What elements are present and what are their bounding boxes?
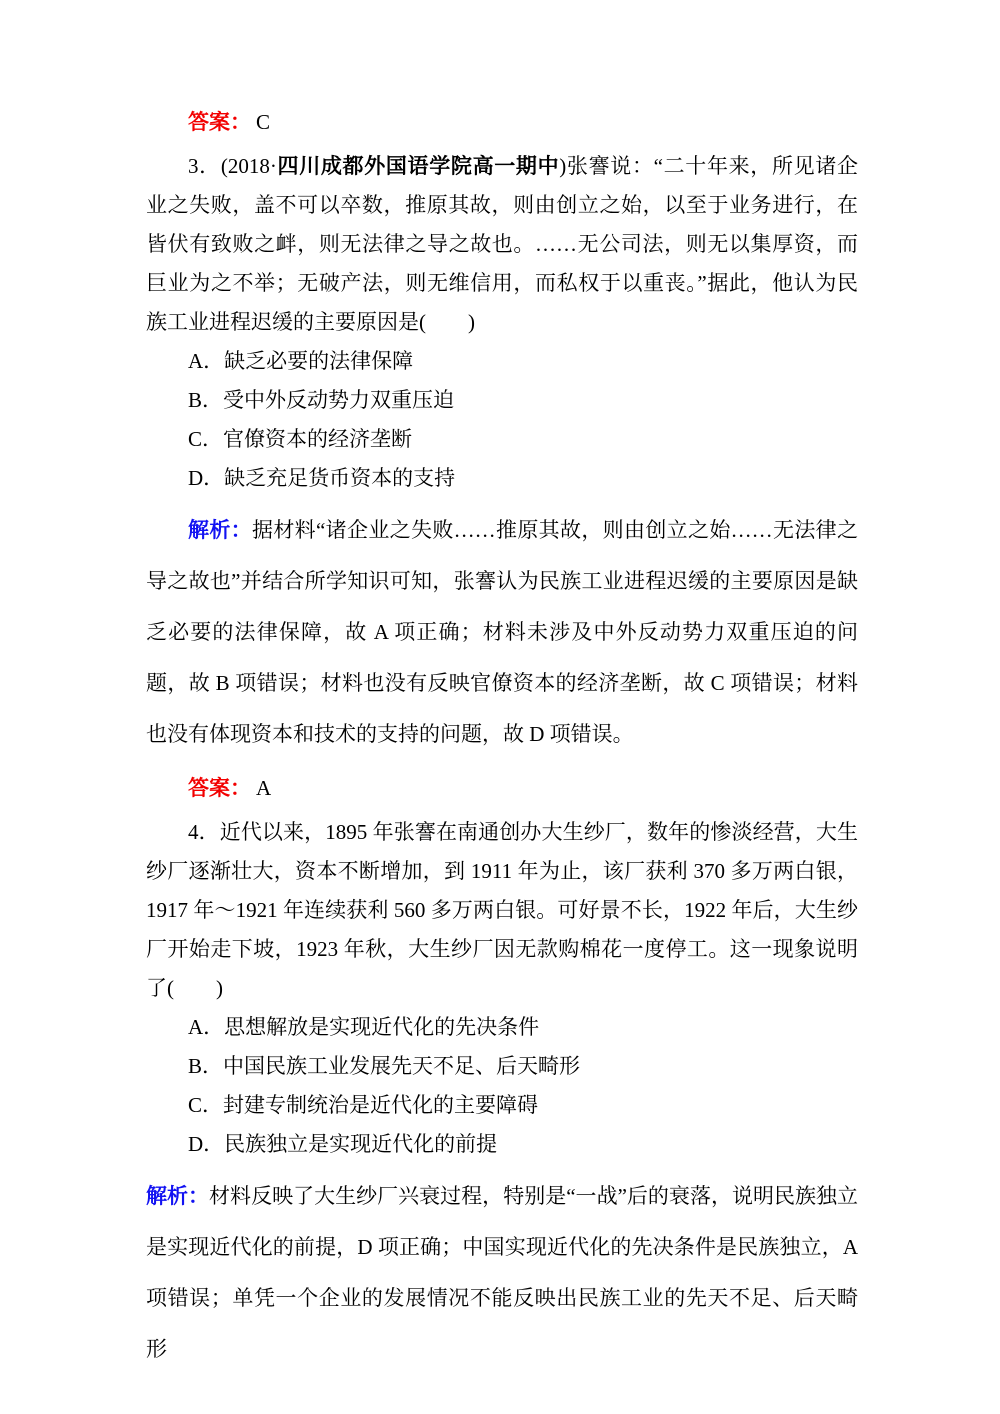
question-4-body: 近代以来，1895 年张謇在南通创办大生纱厂，数年的惨淡经营，大生纱厂逐渐壮大，资本不断增加，到 1911 年为止，该厂获利 370 多万两白银，1917 年～1921 年连续获利 560 多万两白银。可好景不长，1922 年后，大生纱厂开始走下坡，1923 年秋，大生纱厂因无款购棉花一度停工。这一现象说明了( ) [146,820,858,1000]
answer-value-q4: A [256,776,272,800]
analysis-text-q4: 材料反映了大生纱厂兴衰过程，特别是“一战”后的衰落，说明民族独立是实现近代化的前提，D 项正确；中国实现近代化的先决条件是民族独立，A 项错误；单凭一个企业的发展情况不能反映出民族工业的先天不足、后天畸形 [146,1184,859,1361]
question-3-option-a: A．缺乏必要的法律保障 [188,349,414,373]
question-3-body: )张謇说：“二十年来，所见诸企业之失败，盖不可以卒数，推原其故，则由创立之始，以至于业务进行，在皆伏有致败之衅，则无法律之导之故也。……无公司法，则无以集厚资，而巨业为之不举；无破产法，则无维信用，而私权于以重丧。”据此，他认为民族工业进程迟缓的主要原因是( ) [146,154,858,334]
question-4-option-a: A．思想解放是实现近代化的先决条件 [188,1015,540,1039]
analysis-label-q4: 解析： [146,1185,210,1208]
question-4-option-c: C．封建专制统治是近代化的主要障碍 [188,1093,539,1117]
analysis-q4 [146,1171,858,1375]
analysis-q3 [146,505,858,760]
question-4-option-b: B．中国民族工业发展先天不足、后天畸形 [188,1054,581,1078]
answer-value-q3: C [256,110,271,134]
question-3-option-b: B．受中外反动势力双重压迫 [188,388,455,412]
question-4-number: 4． [188,820,220,844]
question-3-number: 3．(2018· [188,154,277,178]
analysis-label-q3: 解析： [188,519,253,542]
page-content [146,103,858,1384]
question-3-option-c: C．官僚资本的经济垄断 [188,427,413,451]
answer-label-q4: 答案： [188,777,251,800]
question-3 [146,147,858,342]
answer-line-q4 [146,769,858,808]
question-4-option-d: D．民族独立是实现近代化的前提 [188,1132,498,1156]
analysis-text-q3: 据材料“诸企业之失败……推原其故，则由创立之始……无法律之导之故也”并结合所学知识可知，张謇认为民族工业进程迟缓的主要原因是缺乏必要的法律保障，故 A 项正确；材料未涉及中外反动势力双重压迫的问题，故 B 项错误；材料也没有反映官僚资本的经济垄断，故 C 项错误；材料也没有体现资本和技术的支持的问题，故 D 项错误。 [146,518,859,746]
question-3-source: 四川成都外国语学院高一期中 [276,155,560,178]
question-4 [146,813,858,1008]
question-3-option-d: D．缺乏充足货币资本的支持 [188,466,456,490]
answer-line-q3 [146,103,858,142]
answer-label-q3: 答案： [188,111,251,134]
